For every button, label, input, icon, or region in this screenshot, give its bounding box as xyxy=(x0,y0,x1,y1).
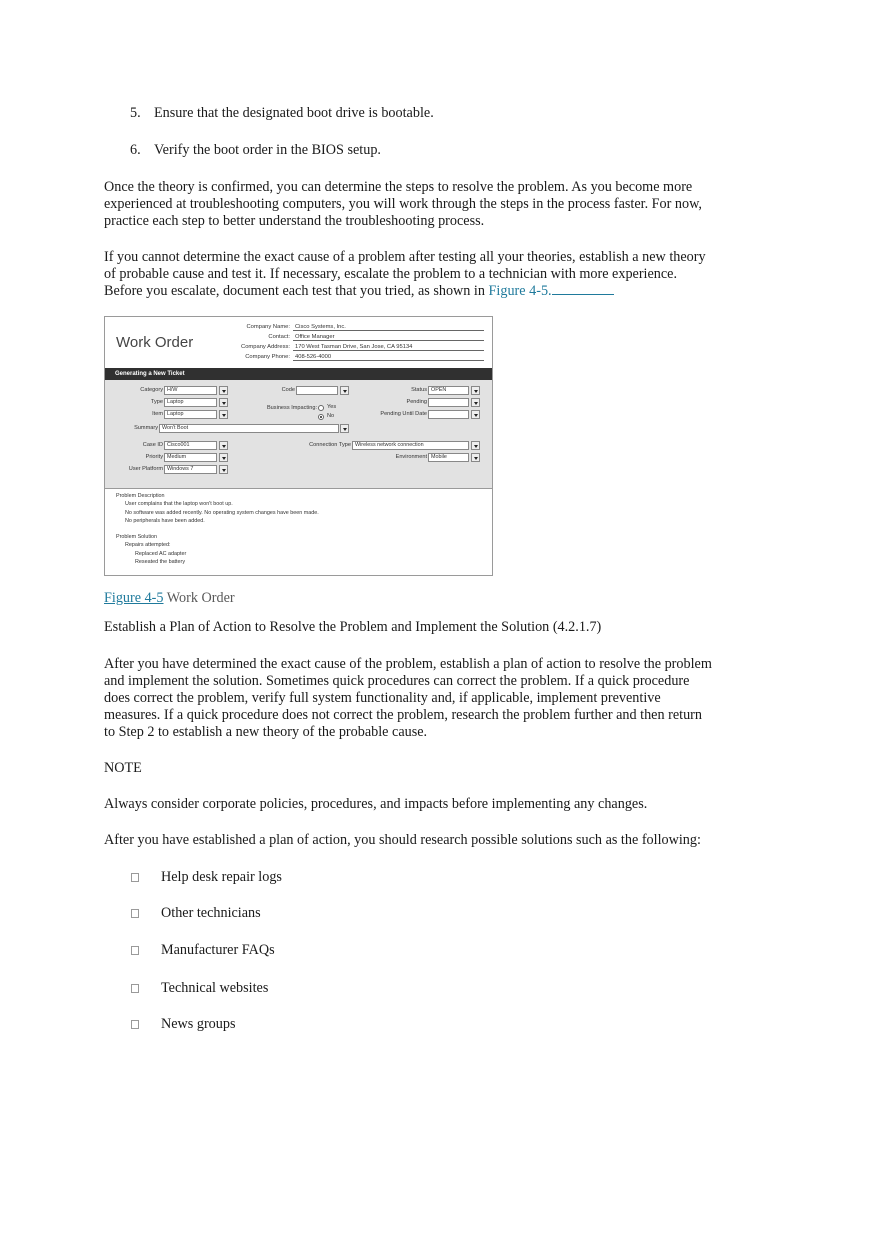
step-5: 5. Ensure that the designated boot drive is bootable. xyxy=(130,105,434,121)
summary-dropdown-icon[interactable] xyxy=(340,424,349,433)
category-select[interactable]: H/W xyxy=(164,386,217,395)
case-id-select[interactable]: Cisco001 xyxy=(164,441,217,450)
paragraph-escalate: If you cannot determine the exact cause of a problem after testing all your theories, establish a new theory of probable cause and test it. If necessary, escalate the problem to a technician with more experience. Before you escalate, document each test that you tried, as shown in Figure 4-5. xyxy=(104,249,706,299)
note-label: NOTE xyxy=(104,760,142,776)
type-select[interactable]: Laptop xyxy=(164,398,217,407)
item-select[interactable]: Laptop xyxy=(164,410,217,419)
problem-description: Problem Description User complains that the laptop won't boot up. No software was added recently. No operating system changes have been made. No peripherals have been added. xyxy=(116,493,319,524)
bullet-box-icon xyxy=(131,873,139,882)
list-item: Help desk repair logs xyxy=(130,869,282,886)
figure-caption: Figure 4-5 Work Order xyxy=(104,590,235,606)
new-ticket-bar: Generating a New Ticket xyxy=(105,368,493,380)
summary-input[interactable]: Won't Boot xyxy=(159,424,339,433)
bullet-box-icon xyxy=(131,909,139,918)
bullet-box-icon xyxy=(131,946,139,955)
status-dropdown-icon[interactable] xyxy=(471,386,480,395)
list-item: Manufacturer FAQs xyxy=(130,942,275,959)
case-id-dropdown-icon[interactable] xyxy=(219,441,228,450)
note-text: Always consider corporate policies, procedures, and impacts before implementing any changes. xyxy=(104,796,648,812)
figure-4-5-link[interactable]: Figure 4-5. xyxy=(488,283,552,299)
status-select[interactable]: OPEN xyxy=(428,386,469,395)
ticket-form: Category H/W Type Laptop Item Laptop Code Business Impacting: Yes No Status OPEN Pending Pending Until Date Summary Won't Boot Case ID Cisco001 Priority Medium User Platform Windows 7 Connection Type Wireless network connection Environment Mobile xyxy=(105,380,493,489)
step-6: 6. Verify the boot order in the BIOS setup. xyxy=(130,142,381,158)
pending-until-dropdown-icon[interactable] xyxy=(471,410,480,419)
category-dropdown-icon[interactable] xyxy=(219,386,228,395)
pending-select[interactable] xyxy=(428,398,469,407)
list-item: News groups xyxy=(130,1016,235,1033)
bullet-box-icon xyxy=(131,984,139,993)
environment-dropdown-icon[interactable] xyxy=(471,453,480,462)
figure-caption-link[interactable]: Figure 4-5 xyxy=(104,590,164,606)
problem-solution: Problem Solution Repairs attempted: Replaced AC adapter Reseated the battery xyxy=(116,534,187,565)
user-platform-select[interactable]: Windows 7 xyxy=(164,465,217,474)
paragraph-plan-of-action: After you have determined the exact cause of the problem, establish a plan of action to resolve the problem and implement the solution. Sometimes quick procedures can correct the problem. If a quick procedure does correct the problem, verify full system functionality and, if applicable, implement preventive measures. If a quick procedure does not correct the problem, research the problem further and then return to Step 2 to establish a new theory of the probable cause. xyxy=(104,656,712,740)
work-order-figure xyxy=(104,316,493,576)
connection-type-select[interactable]: Wireless network connection xyxy=(352,441,469,450)
item-dropdown-icon[interactable] xyxy=(219,410,228,419)
company-address-row: Company Address: 170 West Tasman Drive, San Jose, CA 95134 xyxy=(235,343,484,351)
paragraph-research: After you have established a plan of action, you should research possible solutions such as the following: xyxy=(104,832,701,848)
business-yes-radio[interactable] xyxy=(318,405,324,411)
business-no-radio[interactable] xyxy=(318,414,324,420)
user-platform-dropdown-icon[interactable] xyxy=(219,465,228,474)
pending-until-date-select[interactable] xyxy=(428,410,469,419)
priority-dropdown-icon[interactable] xyxy=(219,453,228,462)
bullet-box-icon xyxy=(131,1020,139,1029)
list-item: Other technicians xyxy=(130,905,261,922)
priority-select[interactable]: Medium xyxy=(164,453,217,462)
work-order-title: Work Order xyxy=(116,334,194,351)
company-phone-row: Company Phone: 408-526-4000 xyxy=(235,353,484,361)
environment-select[interactable]: Mobile xyxy=(428,453,469,462)
pending-dropdown-icon[interactable] xyxy=(471,398,480,407)
code-dropdown-icon[interactable] xyxy=(340,386,349,395)
company-name-row: Company Name: Cisco Systems, Inc. xyxy=(235,323,484,331)
list-item: Technical websites xyxy=(130,980,268,997)
section-heading: Establish a Plan of Action to Resolve the Problem and Implement the Solution (4.2.1.7) xyxy=(104,619,602,635)
code-select[interactable] xyxy=(296,386,338,395)
type-dropdown-icon[interactable] xyxy=(219,398,228,407)
paragraph-theory-confirmed: Once the theory is confirmed, you can determine the steps to resolve the problem. As you become more experienced at troubleshooting computers, you will work through the steps in the process faster. For now, practice each step to better understand the troubleshooting process. xyxy=(104,179,702,229)
contact-row: Contact: Office Manager xyxy=(235,333,484,341)
connection-type-dropdown-icon[interactable] xyxy=(471,441,480,450)
